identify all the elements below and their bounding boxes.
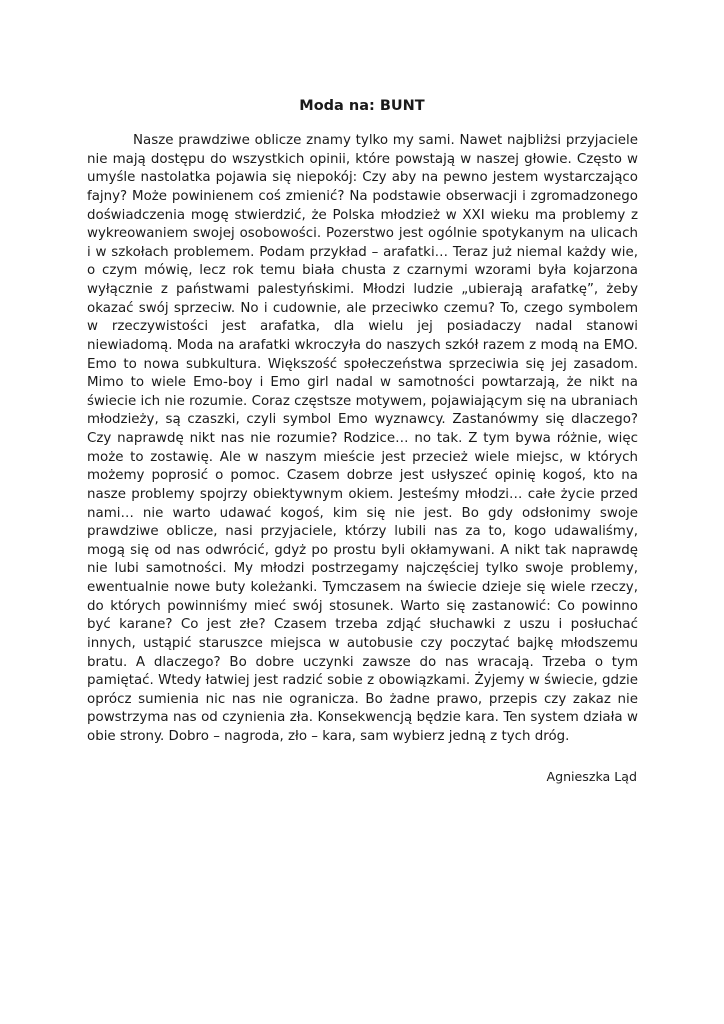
document-body-paragraph: Nasze prawdziwe oblicze znamy tylko my sami. Nawet najbliżsi przyjaciele nie mają dostępu do wszystkich opinii, które powstają w naszej głowie. Często w umyśle nastolatka pojawia się niepokój: Czy aby na pewno jestem wystarczająco fajny? Może powinienem coś zmienić? Na podstawie obserwacji i zgromadzonego doświadczenia mogę stwierdzić, że Polska młodzież w XXI wieku ma problemy z wykreowaniem swojej osobowości. Pozerstwo jest ogólnie spotykanym na ulicach i w szkołach problemem. Podam przykład – arafatki… Teraz już niemal każdy wie, o czym mówię, lecz rok temu biała chusta z czarnymi wzorami była kojarzona wyłącznie z państwami palestyńskimi. Młodzi ludzie „ubierają arafatkę”, żeby okazać swój sprzeciw. No i cudownie, ale przeciwko czemu? To, czego symbolem w rzeczywistości jest arafatka, dla wielu jej posiadaczy nadal stanowi niewiadomą. Moda na arafatki wkroczyła do naszych szkół razem z modą na EMO. Emo to nowa subkultura. Większość społeczeństwa sprzeciwia się jej zasadom. Mimo to wiele Emo-boy i Emo girl nadal w samotności powtarzają, że nikt na świecie ich nie rozumie. Coraz częstsze motywem, pojawiającym się na ubraniach młodzieży, są czaszki, czyli symbol Emo wyznawcy. Zastanówmy się dlaczego? Czy naprawdę nikt nas nie rozumie? Rodzice… no tak. Z tym bywa różnie, więc może to zostawię. Ale w naszym mieście jest przecież wiele miejsc, w których możemy poprosić o pomoc. Czasem dobrze jest usłyszeć opinię kogoś, kto na nasze problemy spojrzy obiektywnym okiem. Jesteśmy młodzi… całe życie przed nami… nie warto udawać kogoś, kim się nie jest. Bo gdy odsłonimy swoje prawdziwe oblicze, nasi przyjaciele, którzy lubili nas za to, kogo udawaliśmy, mogą się od nas odwrócić, gdyż po prostu byli okłamywani. A nikt tak naprawdę nie lubi samotności. My młodzi postrzegamy najczęściej tylko swoje problemy, ewentualnie nowe buty koleżanki. Tymczasem na świecie dzieje się wiele rzeczy, do których powinniśmy mieć swój stosunek. Warto się zastanowić: Co powinno być karane? Co jest złe? Czasem trzeba zdjąć słuchawki z uszu i posłuchać innych, ustąpić staruszce miejsca w autobusie czy poczytać bajkę młodszemu bratu. A dlaczego? Bo dobre uczynki zawsze do nas wracają. Trzeba o tym pamiętać. Wtedy łatwiej jest radzić sobie z obowiązkami. Żyjemy w świecie, gdzie oprócz sumienia nic nas nie ogranicza. Bo żadne prawo, przepis czy zakaz nie powstrzyma nas od czynienia zła. Konsekwencją będzie kara. Ten system działa w obie strony. Dobro – nagroda, zło – kara, sam wybierz jedną z tych dróg. <box>87 133 638 744</box>
document-title: Moda na: BUNT <box>299 98 425 114</box>
author-signature: Agnieszka Ląd <box>546 769 637 784</box>
